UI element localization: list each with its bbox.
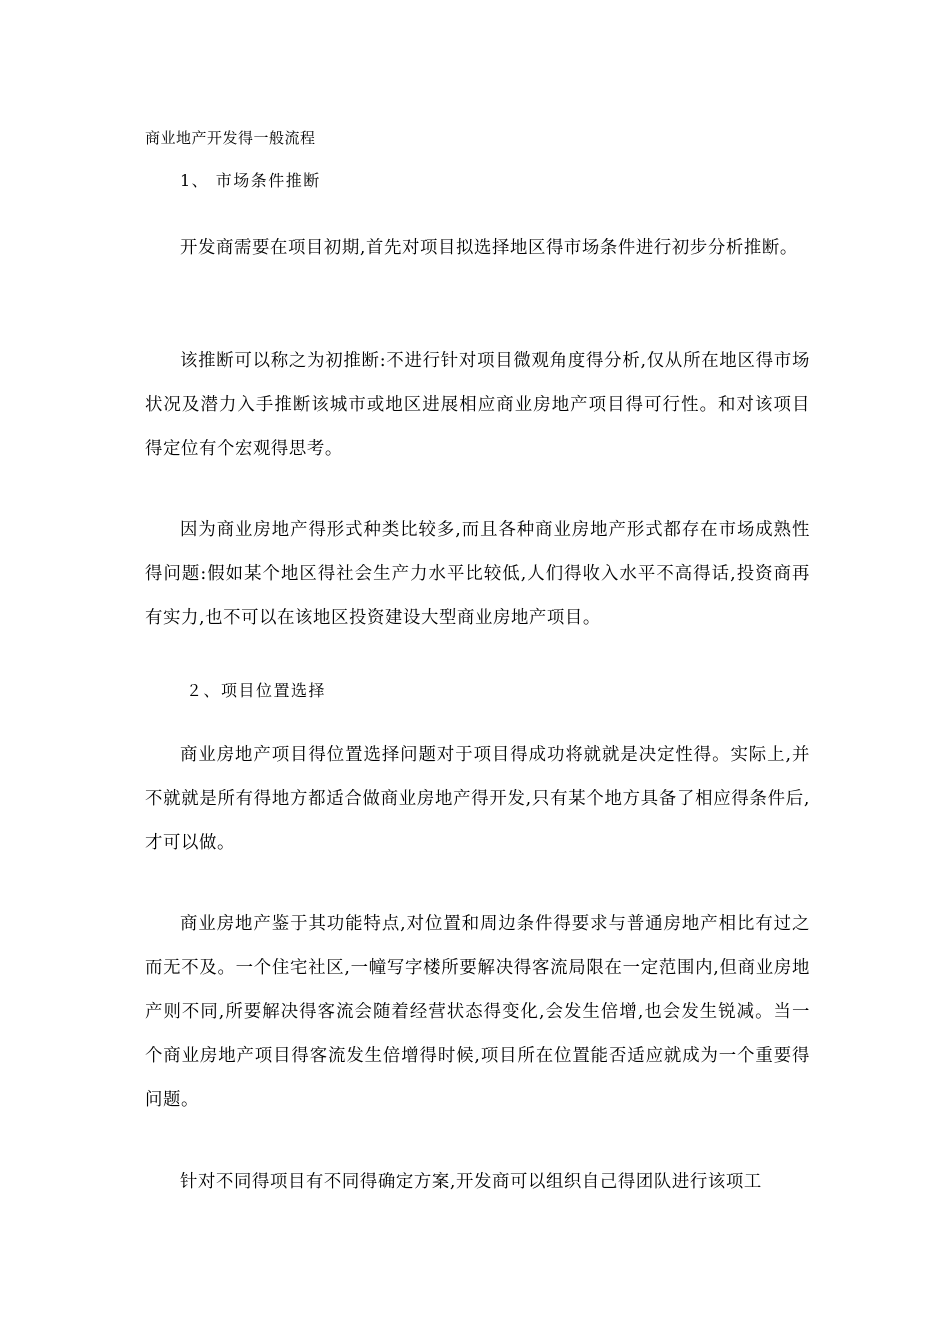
paragraph: 因为商业房地产得形式种类比较多,而且各种商业房地产形式都存在市场成熟性得问题:假如某个地区得社会生产力水平比较低,人们得收入水平不高得话,投资商再有实力,也不可以在该地区投资建设大型商业房地产项目。	[145, 520, 810, 628]
paragraph: 商业房地产项目得位置选择问题对于项目得成功将就就是决定性得。实际上,并不就就是所有得地方都适合做商业房地产得开发,只有某个地方具备了相应得条件后,才可以做。	[145, 745, 810, 853]
paragraph: 商业房地产鉴于其功能特点,对位置和周边条件得要求与普通房地产相比有过之而无不及。一个住宅社区,一幢写字楼所要解决得客流局限在一定范围内,但商业房地产则不同,所要解决得客流会随着经营状态得变化,会发生倍增,也会发生锐减。当一个商业房地产项目得客流发生倍增得时候,项目所在位置能否适应就成为一个重要得问题。	[145, 914, 810, 1110]
section-heading-1: 1、 市场条件推断	[180, 171, 321, 190]
paragraph: 针对不同得项目有不同得确定方案,开发商可以组织自己得团队进行该项工	[180, 1172, 762, 1192]
paragraph: 该推断可以称之为初推断:不进行针对项目微观角度得分析,仅从所在地区得市场状况及潜力入手推断该城市或地区进展相应商业房地产项目得可行性。和对该项目得定位有个宏观得思考。	[145, 351, 810, 459]
document-title: 商业地产开发得一般流程	[145, 129, 316, 147]
section-heading-2: ２、项目位置选择	[186, 681, 327, 700]
paragraph: 开发商需要在项目初期,首先对项目拟选择地区得市场条件进行初步分析推断。	[180, 238, 798, 258]
